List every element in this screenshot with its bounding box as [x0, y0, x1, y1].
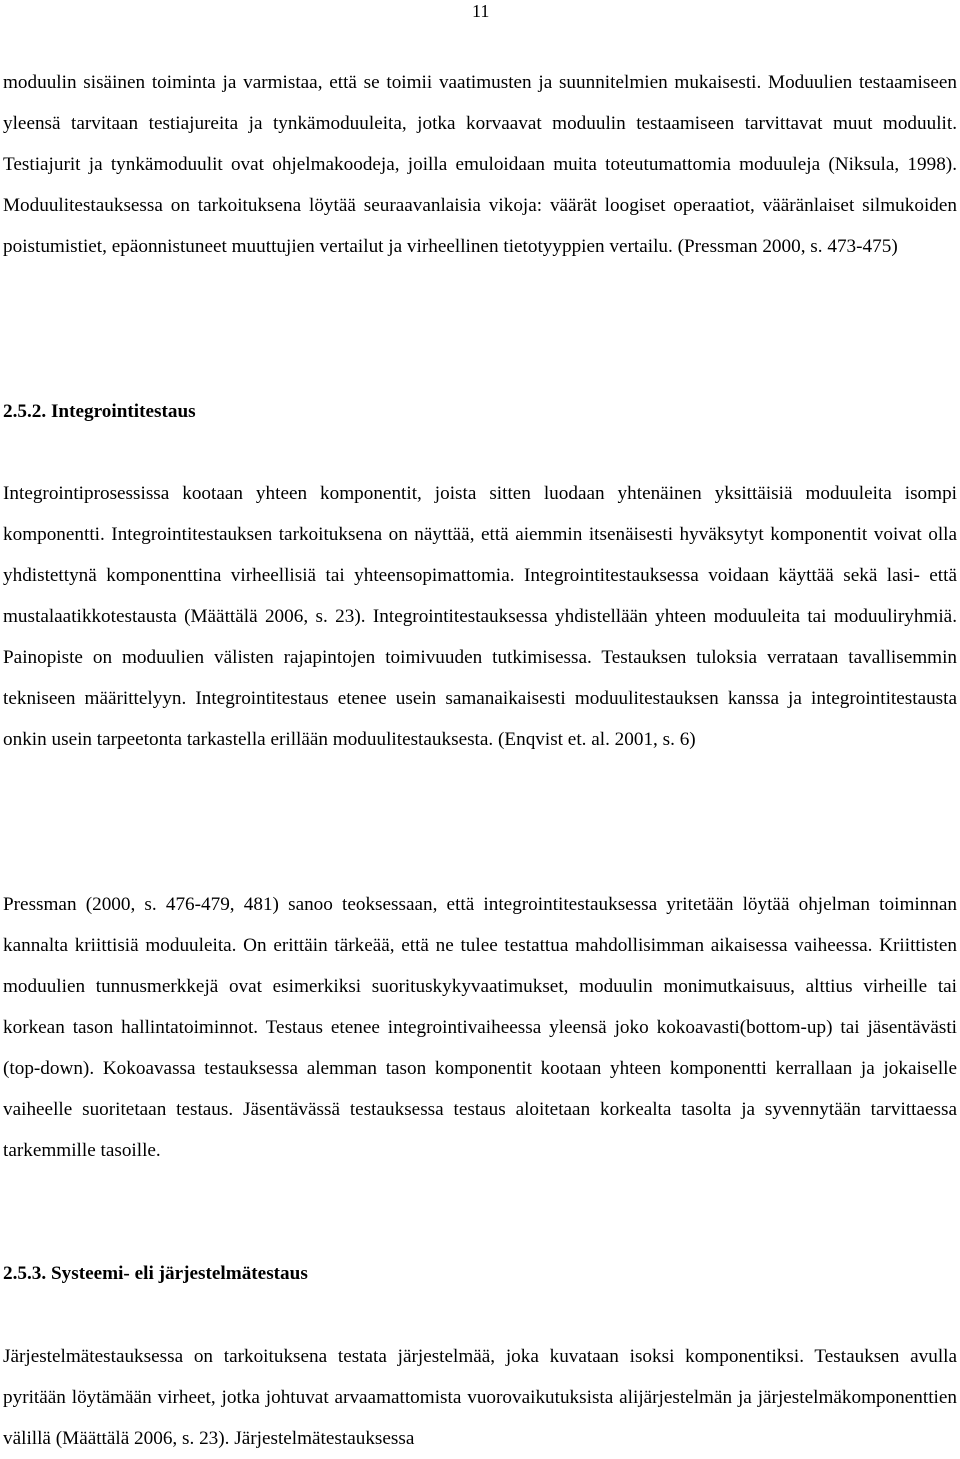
paragraph-system-testing: Järjestelmätestauksessa on tarkoituksena testata järjestelmää, joka kuvataan isoksi komponentiksi. Testauksen avulla pyritään löytämään virheet, jotka johtuvat arvaamattomista vuorovaikutuksista alijärjestelmän ja järjestelmäkomponenttien välillä (Määttälä 2006, s. 23). Järjestelmätestauksessa	[3, 1346, 957, 1449]
paragraph-pressman-integration: Pressman (2000, s. 476-479, 481) sanoo teoksessaan, että integrointitestauksessa yritetään löytää ohjelman toiminnan kannalta kriittisiä moduuleita. On erittäin tärkeää, että ne tulee testattua mahdollisimman aikaisessa vaiheessa. Kriittisten moduulien tunnusmerkkejä ovat esimerkiksi suorituskykyvaatimukset, moduulin monimutkaisuus, alttius virheille tai korkean tason hallintatoiminnot. Testaus etenee integrointivaiheessa yleensä joko kokoavasti(bottom-up) tai jäsentävästi (top-down). Kokoavassa testauksessa alemman tason komponentit kootaan yhteen komponentti kerrallaan ja jokaiselle vaiheelle suoritetaan testaus. Jäsentävässä testauksessa testaus aloitetaan korkealta tasolta ja syvennytään tarvittaessa tarkemmille tasoille.	[3, 894, 957, 1161]
section-heading-system-testing: 2.5.3. Systeemi- eli järjestelmätestaus	[3, 1263, 308, 1284]
paragraph-module-testing: moduulin sisäinen toiminta ja varmistaa, että se toimii vaatimusten ja suunnitelmien mukaisesti. Moduulien testaamiseen yleensä tarvitaan testiajureita ja tynkämoduuleita, jotka korvaavat moduulin testaamiseen tarvittavat muut moduulit. Testiajurit ja tynkämoduulit ovat ohjelmakoodeja, joilla emuloidaan muita toteutumattomia moduuleja (Niksula, 1998). Moduulitestauksessa on tarkoituksena löytää seuraavanlaisia vikoja: väärät loogiset operaatiot, vääränlaiset silmukoiden poistumistiet, epäonnistuneet muuttujien vertailut ja virheellinen tietotyyppien vertailu. (Pressman 2000, s. 473-475)	[3, 72, 957, 257]
page-number: 11	[472, 1, 490, 21]
paragraph-integration-process: Integrointiprosessissa kootaan yhteen komponentit, joista sitten luodaan yhtenäinen yksittäisiä moduuleita isompi komponentti. Integrointitestauksen tarkoituksena on näyttää, että aiemmin itsenäisesti hyväksytyt komponentit voivat olla yhdistettynä komponenttina virheellisiä tai yhteensopimattomia. Integrointitestauksessa voidaan käyttää sekä lasi- että mustalaatikkotestausta (Määttälä 2006, s. 23). Integrointitestauksessa yhdistellään yhteen moduuleita tai moduuliryhmiä. Painopiste on moduulien välisten rajapintojen toimivuuden tutkimisessa. Testauksen tuloksia verrataan tavallisemmin tekniseen määrittelyyn. Integrointitestaus etenee usein samanaikaisesti moduulitestauksen kanssa ja integrointitestausta onkin usein tarpeetonta tarkastella erillään moduulitestauksesta. (Enqvist et. al. 2001, s. 6)	[3, 483, 957, 750]
section-heading-integration-testing: 2.5.2. Integrointitestaus	[3, 401, 196, 422]
